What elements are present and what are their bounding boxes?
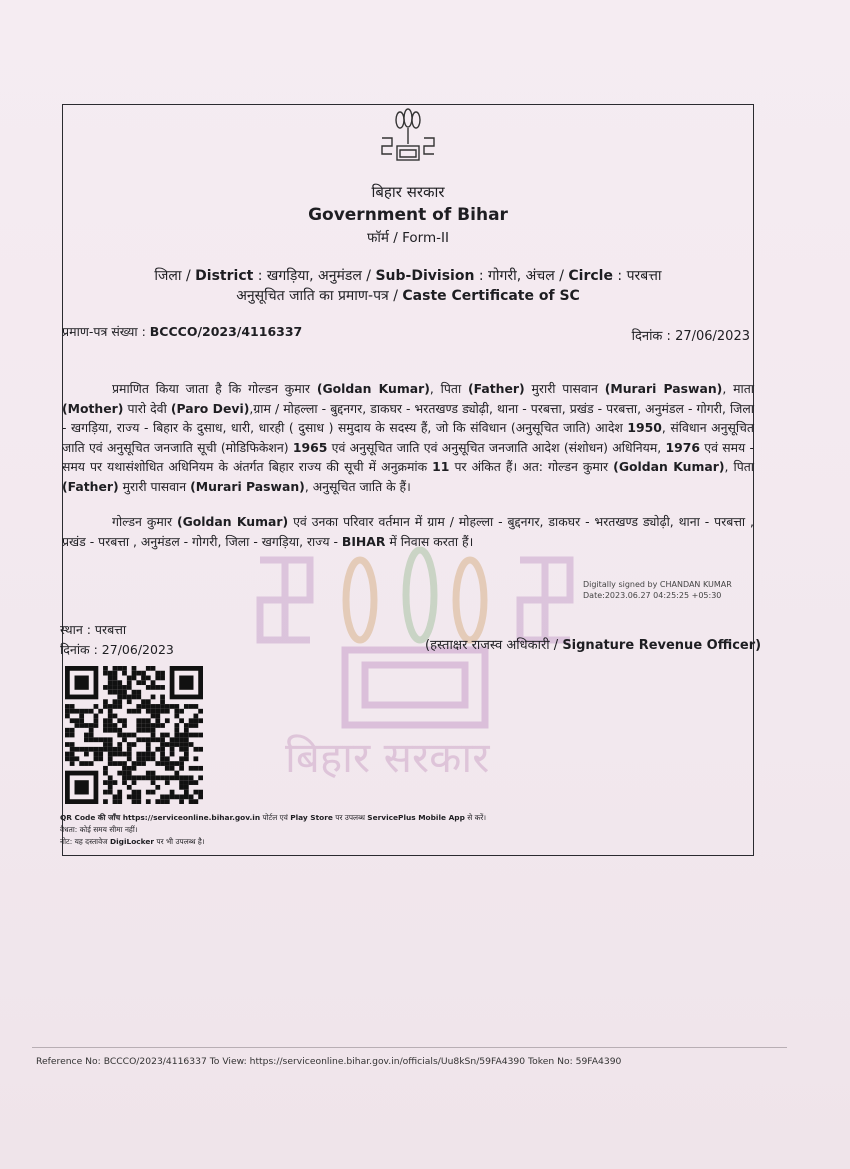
qr-code[interactable]	[65, 666, 203, 804]
digital-signature-date: Date:2023.06.27 04:25:25 +05:30	[583, 590, 722, 600]
signatory	[425, 635, 761, 653]
watermark-text: बिहार सरकार	[285, 733, 490, 782]
note-validity: वैधता: कोई समय सीमा नहीं।	[60, 825, 138, 834]
govt-title-hindi: बिहार सरकार	[371, 183, 445, 201]
issue-date-label: दिनांक :	[631, 329, 676, 344]
signature-date: दिनांक : 27/06/2023	[60, 642, 174, 657]
issue-date	[632, 326, 750, 344]
certificate-number-value: BCCCO/2023/4116337	[149, 324, 303, 339]
jurisdiction-line	[62, 266, 754, 285]
digital-signature-stamp	[583, 580, 732, 601]
digital-signature-name: Digitally signed by CHANDAN KUMAR	[583, 580, 732, 589]
issue-date-value: 27/06/2023	[675, 329, 750, 344]
place: स्थान : परबत्ता	[60, 622, 127, 637]
form-label: फॉर्म / Form-II	[367, 230, 449, 246]
district-label-en: District	[195, 268, 254, 284]
certificate-number	[62, 323, 302, 340]
certificate-title-hi: अनुसूचित जाति का प्रमाण-पत्र /	[236, 288, 403, 304]
district-label-hi: जिला /	[154, 268, 196, 284]
certificate-title-en: Caste Certificate of SC	[402, 288, 580, 304]
bihar-emblem-icon	[378, 108, 438, 164]
signatory-en: Signature Revenue Officer)	[562, 638, 762, 653]
signatory-hi: (हस्ताक्षर राजस्व अधिकारी /	[425, 638, 563, 653]
circle-label: Circle	[568, 268, 613, 284]
circle-value: : परबत्ता	[612, 268, 662, 284]
govt-title-english: Government of Bihar	[308, 205, 508, 225]
note-digilocker: नोट: यह दस्तावेज DigiLocker पर भी उपलब्ध है।	[60, 837, 205, 846]
note-qr-verify: QR Code की जाँच https://serviceonline.bihar.gov.in पोर्टल एवं Play Store पर उपलब्ध ServicePlus Mobile App से करें।	[60, 813, 487, 822]
notes	[60, 812, 486, 848]
residence-paragraph: गोल्डन कुमार (Goldan Kumar) एवं उनका परिवार वर्तमान में ग्राम / मोहल्ला - बुद्दनगर, डाकघर - भरतखण्ड ड्योढ़ी, थाना - परबत्ता , प्रखंड - परबत्ता , अनुमंडल - गोगरी, जिला - खगड़िया, राज्य - BIHAR में निवास करता हैं।	[62, 514, 754, 549]
footer-reference: Reference No: BCCCO/2023/4116337 To View: https://serviceonline.bihar.gov.in/officials/Uu8kSn/59FA4390 Token No: 59FA4390	[36, 1056, 622, 1067]
footer-divider	[32, 1047, 787, 1048]
certification-paragraph: प्रमाणित किया जाता है कि गोल्डन कुमार (Goldan Kumar), पिता (Father) मुरारी पासवान (Murari Paswan), माता (Mother) पारो देवी (Paro Devi),ग्राम / मोहल्ला - बुद्दनगर, डाकघर - भरतखण्ड ड्योढ़ी, थाना - परबत्ता, प्रखंड - परबत्ता, अनुमंडल - गोगरी, जिला - खगड़िया, राज्य - बिहार के दुसाध, धारी, धारही ( दुसाध ) समुदाय के सदस्य हैं, जो कि संविधान (अनुसूचित जाति) आदेश 1950, संविधान अनुसूचित जाति एवं अनुसूचित जनजाति सूची (मोडिफिकेशन) 1965 एवं अनुसूचित जाति एवं अनुसूचित जनजाति आदेश (संशोधन) अधिनियम, 1976 एवं समय - समय पर यथासंशोधित अधिनियम के अंतर्गत बिहार राज्य की सूची में अनुक्रमांक 11 पर अंकित हैं। अत: गोल्डन कुमार (Goldan Kumar), पिता (Father) मुरारी पासवान (Murari Paswan), अनुसूचित जाति के हैं।	[62, 381, 755, 494]
district-value: : खगड़िया, अनुमंडल /	[253, 268, 376, 284]
subdivision-value: : गोगरी, अंचल /	[474, 268, 569, 284]
subdivision-label: Sub-Division	[375, 268, 475, 284]
certificate-title	[62, 286, 754, 305]
certificate-number-label: प्रमाण-पत्र संख्या :	[62, 324, 150, 339]
